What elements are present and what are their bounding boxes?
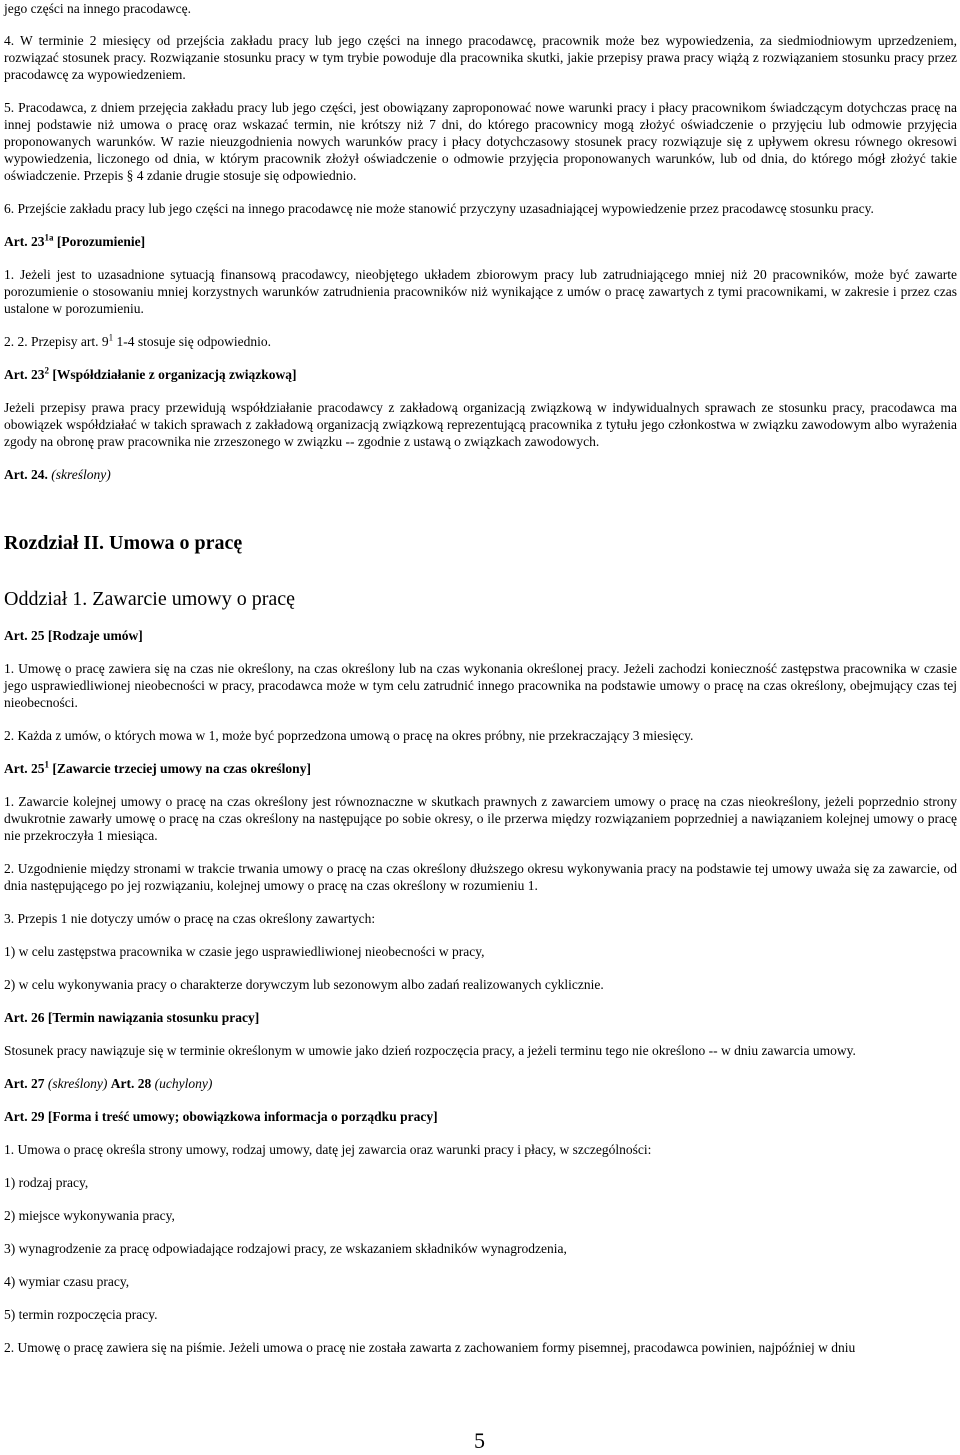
article-heading-29: Art. 29 [Forma i treść umowy; obowiązkowa informacja o porządku pracy] [4,1109,438,1124]
list-item: 1) rodzaj pracy, [4,1175,89,1190]
section-title: Oddział 1. Zawarcie umowy o pracę [4,588,295,610]
list-item: 5) termin rozpoczęcia pracy. [4,1307,158,1322]
paragraph: 1. Umowę o pracę zawiera się na czas nie określony, na czas określony lub na czas wykonania określonej pracy. Jeżeli zachodzi konieczność zastępstwa pracownika w czasie jego usprawiedliwionej nieobecności w pracy, pracodawca może w tym celu zatrudnić innego pracownika na podstawie umowy o pracę na czas określony, obejmujący czas tej nieobecności. [4,661,957,710]
document-page [4,0,957,1372]
article-heading-25: Art. 25 [Rodzaje umów] [4,628,143,643]
paragraph: 2. Umowę o pracę zawiera się na piśmie. Jeżeli umowa o pracę nie została zawarta z zachowaniem formy pisemnej, pracodawca powinien, najpóźniej w dniu [4,1340,856,1355]
paragraph: 4. W terminie 2 miesięcy od przejścia zakładu pracy lub jego części na innego pracodawcę, pracownik może bez wypowiedzenia, za siedmiodniowym uprzedzeniem, rozwiązać stosunek pracy. Rozwiązanie stosunku pracy w tym trybie powoduje dla pracownika skutki, jakie przepisy prawa pracy wiążą z rozwiązaniem stosunku pracy przez pracodawcę za wypowiedzeniem. [4,33,957,82]
paragraph: jego części na innego pracodawcę. [4,1,192,16]
article-heading-23-2: Art. $23^2$ [Współdziałanie z organizacją związkową] [4,365,297,382]
article-heading-25-1: Art. $25^1$ [Zawarcie trzeciej umowy na czas określony] [4,759,311,776]
paragraph: Stosunek pracy nawiązuje się w terminie określonym w umowie jako dzień rozpoczęcia pracy, a jeżeli terminu tego nie określono -- w dniu zawarcia umowy. [4,1043,856,1058]
paragraph: Jeżeli przepisy prawa pracy przewidują współdziałanie pracodawcy z zakładową organizacją związkową w indywidualnych sprawach ze stosunku pracy, pracodawca ma obowiązek współdziałać w takich sprawach z zakładową organizacją związkową reprezentującą pracownika z tytułu jego członkostwa w związku zawodowym albo wyrażenia zgody na obronę praw pracownika nie zrzeszonego w związku -- zgodnie z ustawą o związkach zawodowych. [4,400,957,449]
list-item: 3) wynagrodzenie za pracę odpowiadające rodzajowi pracy, ze wskazaniem składników wynagrodzenia, [4,1241,567,1256]
list-item: 2) w celu wykonywania pracy o charakterze dorywczym lub sezonowym albo zadań realizowanych cyklicznie. [4,977,604,992]
page-number: 5 [474,1428,485,1453]
paragraph: 1. Zawarcie kolejnej umowy o pracę na czas określony jest równoznaczne w skutkach prawnych z zawarciem umowy o pracę na czas nieokreślony, jeżeli poprzednio strony dwukrotnie zawarły umowę o pracę na czas określony na następujące po sobie okresy, o ile przerwa między rozwiązaniem poprzedniej a nawiązaniem kolejnej umowy o pracę nie przekroczyła 1 miesiąca. [4,794,957,843]
paragraph: 2. Każda z umów, o których mowa w 1, może być poprzedzona umową o pracę na okres próbny, nie przekraczający 3 miesięcy. [4,728,694,743]
paragraph: 6. Przejście zakładu pracy lub jego części na innego pracodawcę nie może stanowić przyczyny uzasadniającej wypowiedzenie przez pracodawcę stosunku pracy. [4,201,874,216]
chapter-title: Rozdział II. Umowa o pracę [4,532,243,554]
paragraph: 2. Uzgodnienie między stronami w trakcie trwania umowy o pracę na czas określony dłuższego okresu wykonywania pracy na podstawie tej umowy uważa się za zawarcie, od dnia następującego po jej rozwiązaniu, kolejnej umowy o pracę na czas określony w rozumieniu 1. [4,861,957,893]
list-item: 2) miejsce wykonywania pracy, [4,1208,175,1223]
paragraph: 5. Pracodawca, z dniem przejęcia zakładu pracy lub jego części, jest obowiązany zaproponować nowe warunki pracy i płacy pracownikom świadczącym dotychczas pracę na innej podstawie niż umowa o pracę oraz wskazać termin, nie krótszy niż 7 dni, do którego pracownicy mogą złożyć oświadczenie o przyjęciu lub odmowie przyjęcia proponowanych warunków. W razie nieuzgodnienia nowych warunków pracy i płacy dotychczasowy stosunek pracy rozwiązuje się z upływem okresu równego okresowi wypowiedzenia, liczonego od dnia, w którym pracownik złożył oświadczenie o odmowie przyjęcia proponowanych warunków, lub od dnia, do którego mógł złożyć takie oświadczenie. Przepis § 4 zdanie drugie stosuje się odpowiednio. [4,100,957,183]
article-heading-26: Art. 26 [Termin nawiązania stosunku pracy] [4,1010,260,1025]
list-item: 1) w celu zastępstwa pracownika w czasie jego usprawiedliwionej nieobecności w pracy, [4,944,485,959]
paragraph: 1. Jeżeli jest to uzasadnione sytuacją finansową pracodawcy, nieobjętego układem zbiorowym pracy lub zatrudniającego mniej niż 20 pracowników, może być zawarte porozumienie o stosowaniu mniej korzystnych warunków zatrudnienia pracowników niż wynikające z umów o pracę zawartych z tymi pracownikami, w zakresie i przez czas ustalone w porozumieniu. [4,267,957,316]
article-heading-23-1a: Art. $23^{1a}$ [Porozumienie] [4,232,146,249]
article-heading-27-28: Art. 27 (skreślony) Art. 28 (uchylony) [4,1076,213,1091]
paragraph: 3. Przepis 1 nie dotyczy umów o pracę na czas określony zawartych: [4,911,376,926]
paragraph: 2. 2. Przepisy art. $9^1$ 1-4 stosuje się odpowiednio. [4,332,271,349]
list-item: 4) wymiar czasu pracy, [4,1274,130,1289]
paragraph: 1. Umowa o pracę określa strony umowy, rodzaj umowy, datę jej zawarcia oraz warunki pracy i płacy, w szczególności: [4,1142,652,1157]
article-heading-24: Art. 24. (skreślony) [4,467,111,482]
